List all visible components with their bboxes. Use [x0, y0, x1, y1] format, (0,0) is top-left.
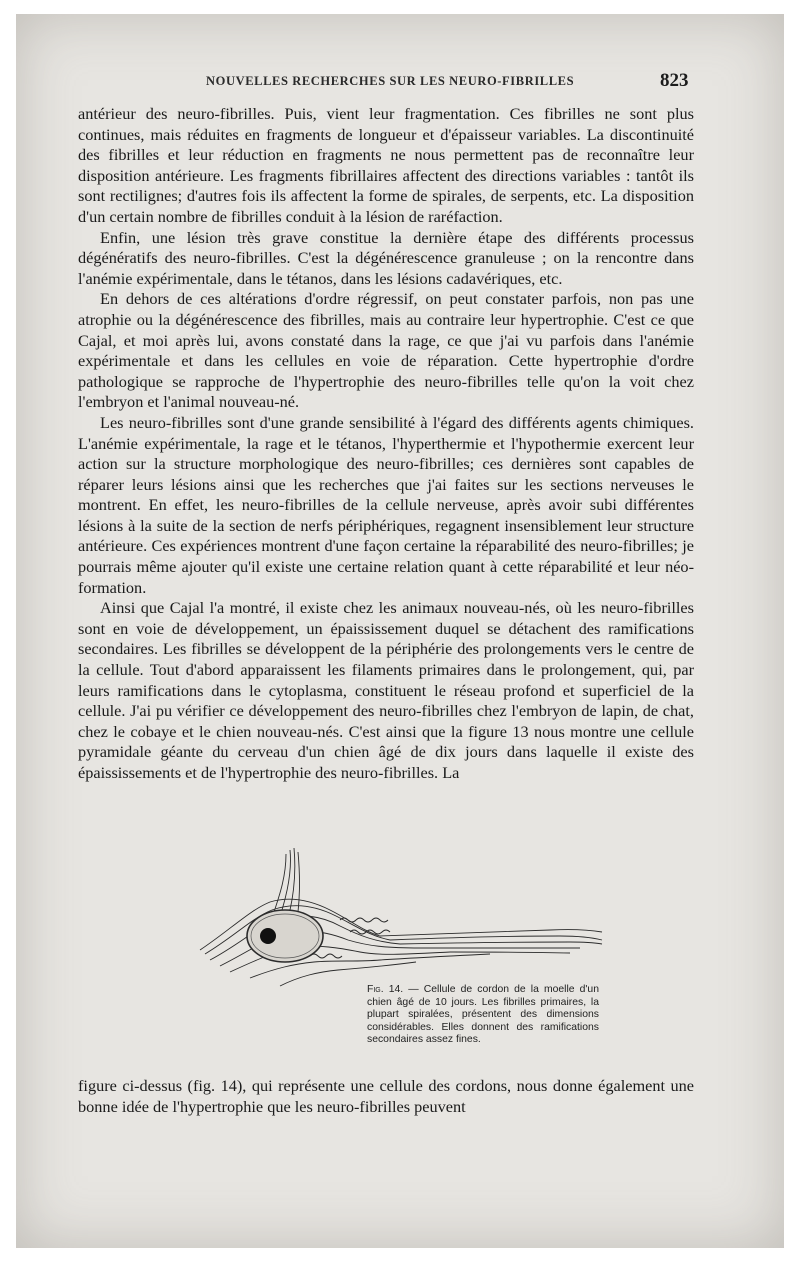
paragraph-1: antérieur des neuro-fibrilles. Puis, vient leur fragmentation. Ces fibrilles ne sont plus continues, mais réduites en fragments de longueur et d'épaisseur variables. La discontinuité des fibrilles et leur réduction en fragments ne nous permettent pas de reconnaître leur disposition antérieure. Les fragments fibrillaires affectent des directions variables : tantôt ils sont rectilignes; d'autres fois ils affectent la forme de spirales, de serpents, etc. La disposition d'un certain nombre de fibrilles conduit à la lésion de raréfaction. [78, 104, 694, 226]
paragraph-3: En dehors de ces altérations d'ordre régressif, on peut constater parfois, non pas une atrophie ou la dégénérescence des fibrilles, mais au contraire leur hypertrophie. C'est ce que Cajal, et moi après lui, avons constaté dans la rage, ce que j'ai vu parfois dans l'anémie expérimentale et dans les cellules en voie de réparation. Cette hypertrophie d'ordre pathologique se rapproche de l'hypertrophie des neuro-fibrilles telle qu'on la voit chez l'embryon et l'animal nouveau-né. [78, 289, 694, 412]
figure-caption-text: — Cellule de cordon de la moelle d'un chien âgé de 10 jours. Les fibrilles primaires, la plupart spiralées, présentent des dimensions considérables. Elles donnent des ramifications secondaires assez fines. [367, 984, 599, 1046]
running-title: NOUVELLES RECHERCHES SUR LES NEURO-FIBRILLES [206, 74, 575, 88]
page-number: 823 [660, 70, 689, 91]
neuron-cell-drawing [190, 840, 606, 990]
figure-caption [367, 984, 599, 1047]
paragraph-4: Les neuro-fibrilles sont d'une grande sensibilité à l'égard des différents agents chimiques. L'anémie expérimentale, la rage et le tétanos, l'hyperthermie et l'hypothermie exercent leur action sur la structure morphologique des neuro-fibrilles; ces dernières sont capables de réparer leurs lésions ainsi que les recherches que j'ai faites sur les sections nerveuses le montrent. En effet, les neuro-fibrilles de la cellule nerveuse, après avoir subi différentes lésions à la suite de la section de nerfs périphériques, regagnent insensiblement leur structure antérieure. Ces expériences montrent d'une façon certaine la réparabilité des neuro-fibrilles; je pourrais même ajouter qu'il existe une certaine relation quant à cette réparabilité et leur néo-formation. [78, 412, 694, 597]
closing-paragraph: figure ci-dessus (fig. 14), qui représente une cellule des cordons, nous donne également une bonne idée de l'hypertrophie que les neuro-fibrilles peuvent [78, 1076, 694, 1116]
figure-label: Fig. 14. [367, 984, 404, 995]
paragraph-5: Ainsi que Cajal l'a montré, il existe chez les animaux nouveau-nés, où les neuro-fibrilles sont en voie de développement, un épaississement duquel se détachent des ramifications secondaires. Les fibrilles se développent de la périphérie des prolongements vers le centre de la cellule. Tout d'abord apparaissent les filaments primaires dans le prolongement, qui, par leurs ramifications dans le cytoplasma, constituent le réseau profond et superficiel de la cellule. J'ai pu vérifier ce développement des neuro-fibrilles chez l'embryon de lapin, de chat, chez le cobaye et le chien nouveau-nés. C'est ainsi que la figure 13 nous montre une cellule pyramidale géante du cerveau d'un chien âgé de dix jours dans laquelle il existe des épaississements et de l'hypertrophie des neuro-fibrilles. La [78, 598, 694, 782]
closing-text-block [78, 1076, 694, 1117]
paragraph-2: Enfin, une lésion très grave constitue la dernière étape des différents processus dégénératifs des neuro-fibrilles. C'est la dégénérescence granuleuse ; on la rencontre dans l'anémie expérimentale, dans le tétanos, dans les lésions cadavériques, etc. [78, 227, 694, 288]
figure-14-illustration [190, 840, 606, 990]
body-text [78, 104, 694, 784]
running-head [0, 70, 800, 94]
